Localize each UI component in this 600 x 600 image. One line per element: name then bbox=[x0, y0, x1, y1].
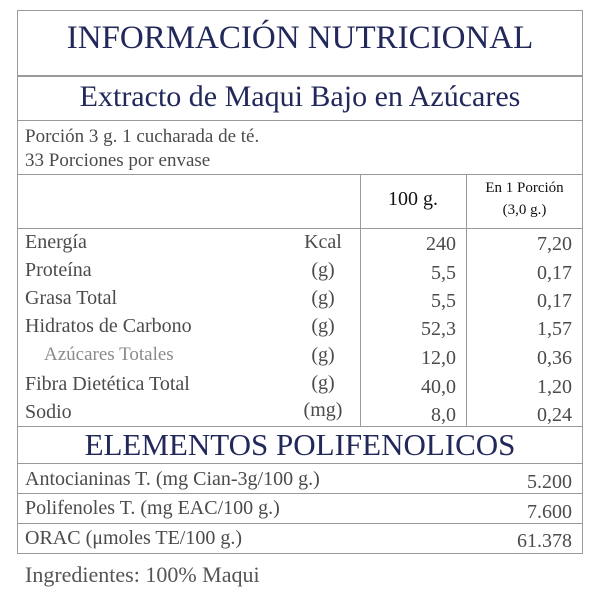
nutrient-name: Energía bbox=[25, 231, 87, 253]
divider bbox=[17, 174, 583, 175]
nutrient-name: Fibra Dietética Total bbox=[25, 373, 190, 395]
nutrient-unit: (g) bbox=[311, 372, 335, 394]
page-title: INFORMACIÓN NUTRICIONAL bbox=[66, 20, 534, 56]
nutrient-unit: (mg) bbox=[303, 399, 343, 421]
nutrient-name: Hidratos de Carbono bbox=[25, 315, 192, 337]
ingredients-text: Ingredientes: 100% Maqui bbox=[25, 562, 260, 587]
value-portion: 7,20 bbox=[537, 233, 572, 255]
divider bbox=[17, 120, 583, 121]
column-header-100g: 100 g. bbox=[388, 188, 438, 210]
column-header-portion: En 1 Porción bbox=[485, 180, 564, 196]
value-100g: 5,5 bbox=[431, 262, 456, 284]
nutrient-unit: (g) bbox=[311, 315, 335, 337]
divider bbox=[17, 228, 583, 229]
column-header-portion-size: (3,0 g.) bbox=[502, 202, 547, 218]
value-portion: 0,24 bbox=[537, 404, 572, 426]
servings-per-container: 33 Porciones por envase bbox=[25, 150, 211, 171]
nutrient-unit: (g) bbox=[311, 287, 335, 309]
value-portion: 0,36 bbox=[537, 347, 572, 369]
value-portion: 1,20 bbox=[537, 376, 572, 398]
nutrient-name: Proteína bbox=[25, 259, 92, 281]
value-portion: 0,17 bbox=[537, 290, 572, 312]
value-portion: 1,57 bbox=[537, 318, 572, 340]
value-100g: 40,0 bbox=[421, 376, 456, 398]
divider bbox=[17, 463, 583, 464]
polyphenol-value: 7.600 bbox=[527, 501, 572, 523]
polyphenol-name: Polifenoles T. (mg EAC/100 g.) bbox=[25, 497, 280, 519]
value-100g: 52,3 bbox=[421, 318, 456, 340]
nutrient-name: Sodio bbox=[25, 401, 72, 423]
product-name: Extracto de Maqui Bajo en Azúcares bbox=[79, 80, 521, 113]
polyphenol-name: ORAC (μmoles TE/100 g.) bbox=[25, 527, 243, 549]
polyphenol-name: Antocianinas T. (mg Cian-3g/100 g.) bbox=[25, 468, 320, 490]
polyphenol-value: 61.378 bbox=[517, 530, 572, 552]
section-title-polyphenols: ELEMENTOS POLIFENOLICOS bbox=[84, 427, 516, 462]
value-100g: 240 bbox=[426, 233, 456, 255]
serving-size: Porción 3 g. 1 cucharada de té. bbox=[25, 126, 260, 147]
nutrient-name-sub: Azúcares Totales bbox=[44, 344, 174, 365]
value-100g: 12,0 bbox=[421, 347, 456, 369]
value-100g: 8,0 bbox=[431, 404, 456, 426]
nutrient-unit: (g) bbox=[311, 344, 335, 366]
divider bbox=[17, 523, 583, 524]
divider bbox=[17, 493, 583, 494]
nutrient-unit: (g) bbox=[311, 259, 335, 281]
nutrient-unit: Kcal bbox=[304, 231, 342, 253]
value-portion: 0,17 bbox=[537, 262, 572, 284]
polyphenol-value: 5.200 bbox=[527, 471, 572, 493]
nutrient-name: Grasa Total bbox=[25, 287, 118, 309]
value-100g: 5,5 bbox=[431, 290, 456, 312]
